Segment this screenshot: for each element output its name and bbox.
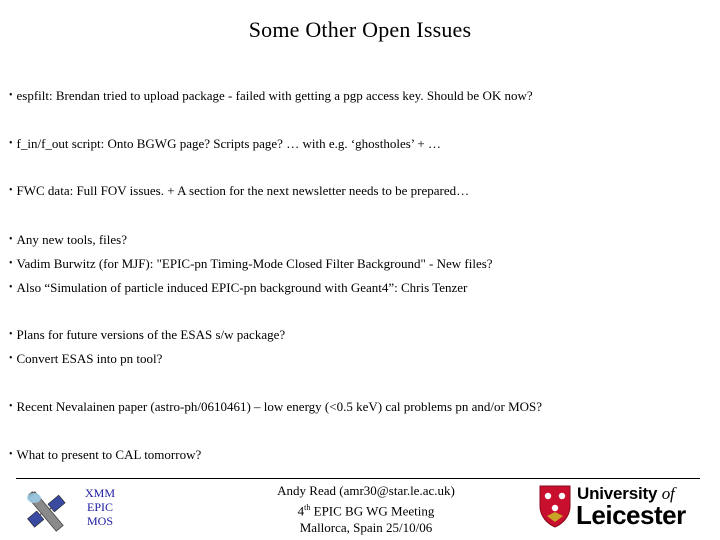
bullet-cal xyxy=(9,447,201,463)
bullet-dot: • xyxy=(9,90,13,101)
bullet-text: What to present to CAL tomorrow? xyxy=(16,447,202,462)
logo-leicester-text: Leicester xyxy=(576,500,686,530)
bullet-dot: • xyxy=(9,138,13,149)
bullet-fwc xyxy=(9,183,469,199)
bullet-text: Vadim Burwitz (for MJF): "EPIC-pn Timing-Mode Closed Filter Background" - New files? xyxy=(16,256,493,271)
bullet-esas-convert xyxy=(9,351,162,367)
bullet-dot: • xyxy=(9,185,13,196)
bullet-dot: • xyxy=(9,258,13,269)
xmm-label-line: MOS xyxy=(86,514,113,528)
university-of-leicester-logo xyxy=(538,484,708,530)
meeting-name: EPIC BG WG Meeting xyxy=(310,503,435,519)
footer-divider xyxy=(16,478,700,479)
bullet-dot: • xyxy=(9,353,13,364)
meeting-ordinal-suffix: th xyxy=(304,503,311,512)
bullet-text: Plans for future versions of the ESAS s/w package? xyxy=(16,327,286,342)
bullet-text: espfilt: Brendan tried to upload package - failed with getting a pgp access key. Should be OK now? xyxy=(16,88,533,103)
bullet-dot: • xyxy=(9,401,13,412)
xmm-label-line: XMM xyxy=(84,486,115,500)
xmm-epic-mos-label xyxy=(76,486,124,528)
logo-word-of: of xyxy=(661,484,675,503)
meeting-ordinal: 4 xyxy=(297,503,305,519)
bullet-vadim xyxy=(9,256,493,272)
footer-author-block xyxy=(250,482,482,536)
bullet-esas-plans xyxy=(9,327,285,343)
bullet-text: FWC data: Full FOV issues. + A section for the next newsletter needs to be prepared… xyxy=(16,183,470,198)
footer-author: Andy Read (amr30@star.le.ac.uk) xyxy=(277,483,455,498)
bullet-text: Also “Simulation of particle induced EPIC-pn background with Geant4”: Chris Tenzer xyxy=(16,280,468,295)
xmm-label-line: EPIC xyxy=(86,500,113,514)
bullet-dot: • xyxy=(9,234,13,245)
bullet-script xyxy=(9,136,441,152)
bullet-dot: • xyxy=(9,329,13,340)
footer-meeting xyxy=(250,499,482,519)
bullet-text: Any new tools, files? xyxy=(16,232,127,247)
bullet-espfilt xyxy=(9,88,533,104)
logo-word-university: University xyxy=(577,484,658,503)
university-shield-icon xyxy=(538,484,572,528)
bullet-tools xyxy=(9,232,127,248)
bullet-text: Convert ESAS into pn tool? xyxy=(16,351,163,366)
bullet-geant4 xyxy=(9,280,467,296)
bullet-text: Recent Nevalainen paper (astro-ph/0610461) – low energy (<0.5 keV) cal problems pn and/or MOS? xyxy=(16,399,543,414)
bullet-nevalainen xyxy=(9,399,542,415)
bullet-dot: • xyxy=(9,449,13,460)
slide-title: Some Other Open Issues xyxy=(248,17,472,42)
footer-location-date: Mallorca, Spain 25/10/06 xyxy=(299,520,433,536)
bullet-dot: • xyxy=(9,282,13,293)
bullet-text: f_in/f_out script: Onto BGWG page? Scripts page? … with e.g. ‘ghostholes’ + … xyxy=(16,136,441,151)
